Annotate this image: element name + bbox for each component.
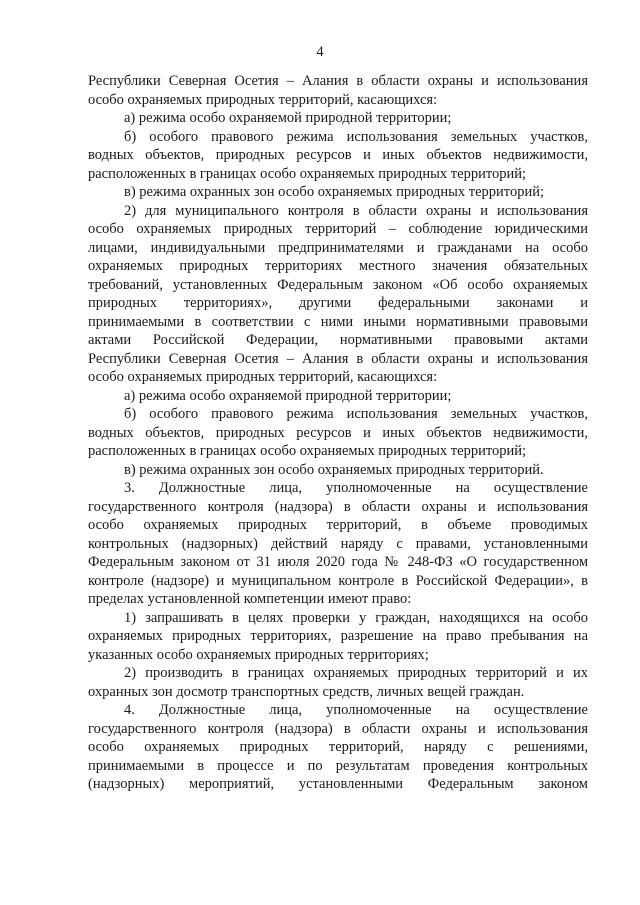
text-line: охраняемых природных территориях местного значения обязательных xyxy=(88,258,588,274)
text-line: особо охраняемых природных территорий, касающихся: xyxy=(88,91,438,108)
text-line: в) режима охранных зон особо охраняемых природных территорий; xyxy=(124,184,545,200)
text-line: 2) производить в границах охраняемых природных территорий и их xyxy=(124,665,588,681)
text-line: охраняемых природных территориях, разрешение на право пребывания на xyxy=(88,628,588,644)
text-line: природных территориях», другими федеральными законами и xyxy=(88,295,588,311)
text-line: принимаемыми в процессе и по результатам проведения контрольных xyxy=(88,757,588,774)
text-line: б) особого правового режима использования земельных участков, xyxy=(124,128,588,145)
text-line: 3. Должностные лица, уполномоченные на осуществление xyxy=(124,480,588,496)
text-line: б) особого правового режима использования земельных участков, xyxy=(124,406,588,422)
text-line: Федеральным законом от 31 июля 2020 года № 248-ФЗ «О государственном xyxy=(88,554,588,570)
text-line: Республики Северная Осетия – Алания в области охраны и использования xyxy=(88,73,588,89)
text-line: принимаемыми в соответствии с ними иными нормативными правовыми xyxy=(88,313,588,330)
text-line: указанных особо охраняемых природных территориях; xyxy=(88,646,429,663)
text-line: пределах установленной компетенции имеют право: xyxy=(88,591,412,607)
document-body xyxy=(88,72,588,794)
text-line: в) режима охранных зон особо охраняемых природных территорий. xyxy=(124,461,544,478)
text-line: особо охраняемых природных территорий – соблюдение юридическими xyxy=(88,221,588,237)
page-number: 4 xyxy=(316,44,324,60)
text-line: особо охраняемых природных территорий, в объеме проводимых xyxy=(88,517,588,533)
text-line: контрольных (надзорных) действий наряду с правами, установленными xyxy=(88,535,588,552)
text-line: особо охраняемых природных территорий, наряду с решениями, xyxy=(88,739,588,755)
text-line: контроле (надзоре) и муниципальном контроле в Российской Федерации», в xyxy=(88,572,588,589)
text-line: расположенных в границах особо охраняемых природных территорий; xyxy=(88,443,527,459)
text-line: особо охраняемых природных территорий, касающихся: xyxy=(88,369,438,385)
text-line: требований, установленных Федеральным законом «Об особо охраняемых xyxy=(88,276,588,293)
text-line: Республики Северная Осетия – Алания в области охраны и использования xyxy=(88,350,588,367)
text-line: 4. Должностные лица, уполномоченные на осуществление xyxy=(124,702,588,718)
text-line: (надзорных) мероприятий, установленными Федеральным законом xyxy=(88,776,588,792)
text-line: водных объектов, природных ресурсов и иных объектов недвижимости, xyxy=(88,147,588,163)
text-line: а) режима особо охраняемой природной территории; xyxy=(124,387,452,404)
text-line: расположенных в границах особо охраняемых природных территорий; xyxy=(88,165,527,182)
text-line: водных объектов, природных ресурсов и иных объектов недвижимости, xyxy=(88,424,588,441)
text-line: государственного контроля (надзора) в области охраны и использования xyxy=(88,720,588,737)
text-line: актами Российской Федерации, нормативными правовыми актами xyxy=(88,332,588,348)
text-line: а) режима особо охраняемой природной территории; xyxy=(124,110,452,126)
text-line: 2) для муниципального контроля в области охраны и использования xyxy=(124,202,588,219)
text-line: государственного контроля (надзора) в области охраны и использования xyxy=(88,498,588,515)
text-line: 1) запрашивать в целях проверки у граждан, находящихся на особо xyxy=(124,609,588,626)
text-line: лицами, индивидуальными предпринимателями и гражданами на особо xyxy=(88,239,588,256)
text-line: охранных зон досмотр транспортных средств, личных вещей граждан. xyxy=(88,683,525,700)
